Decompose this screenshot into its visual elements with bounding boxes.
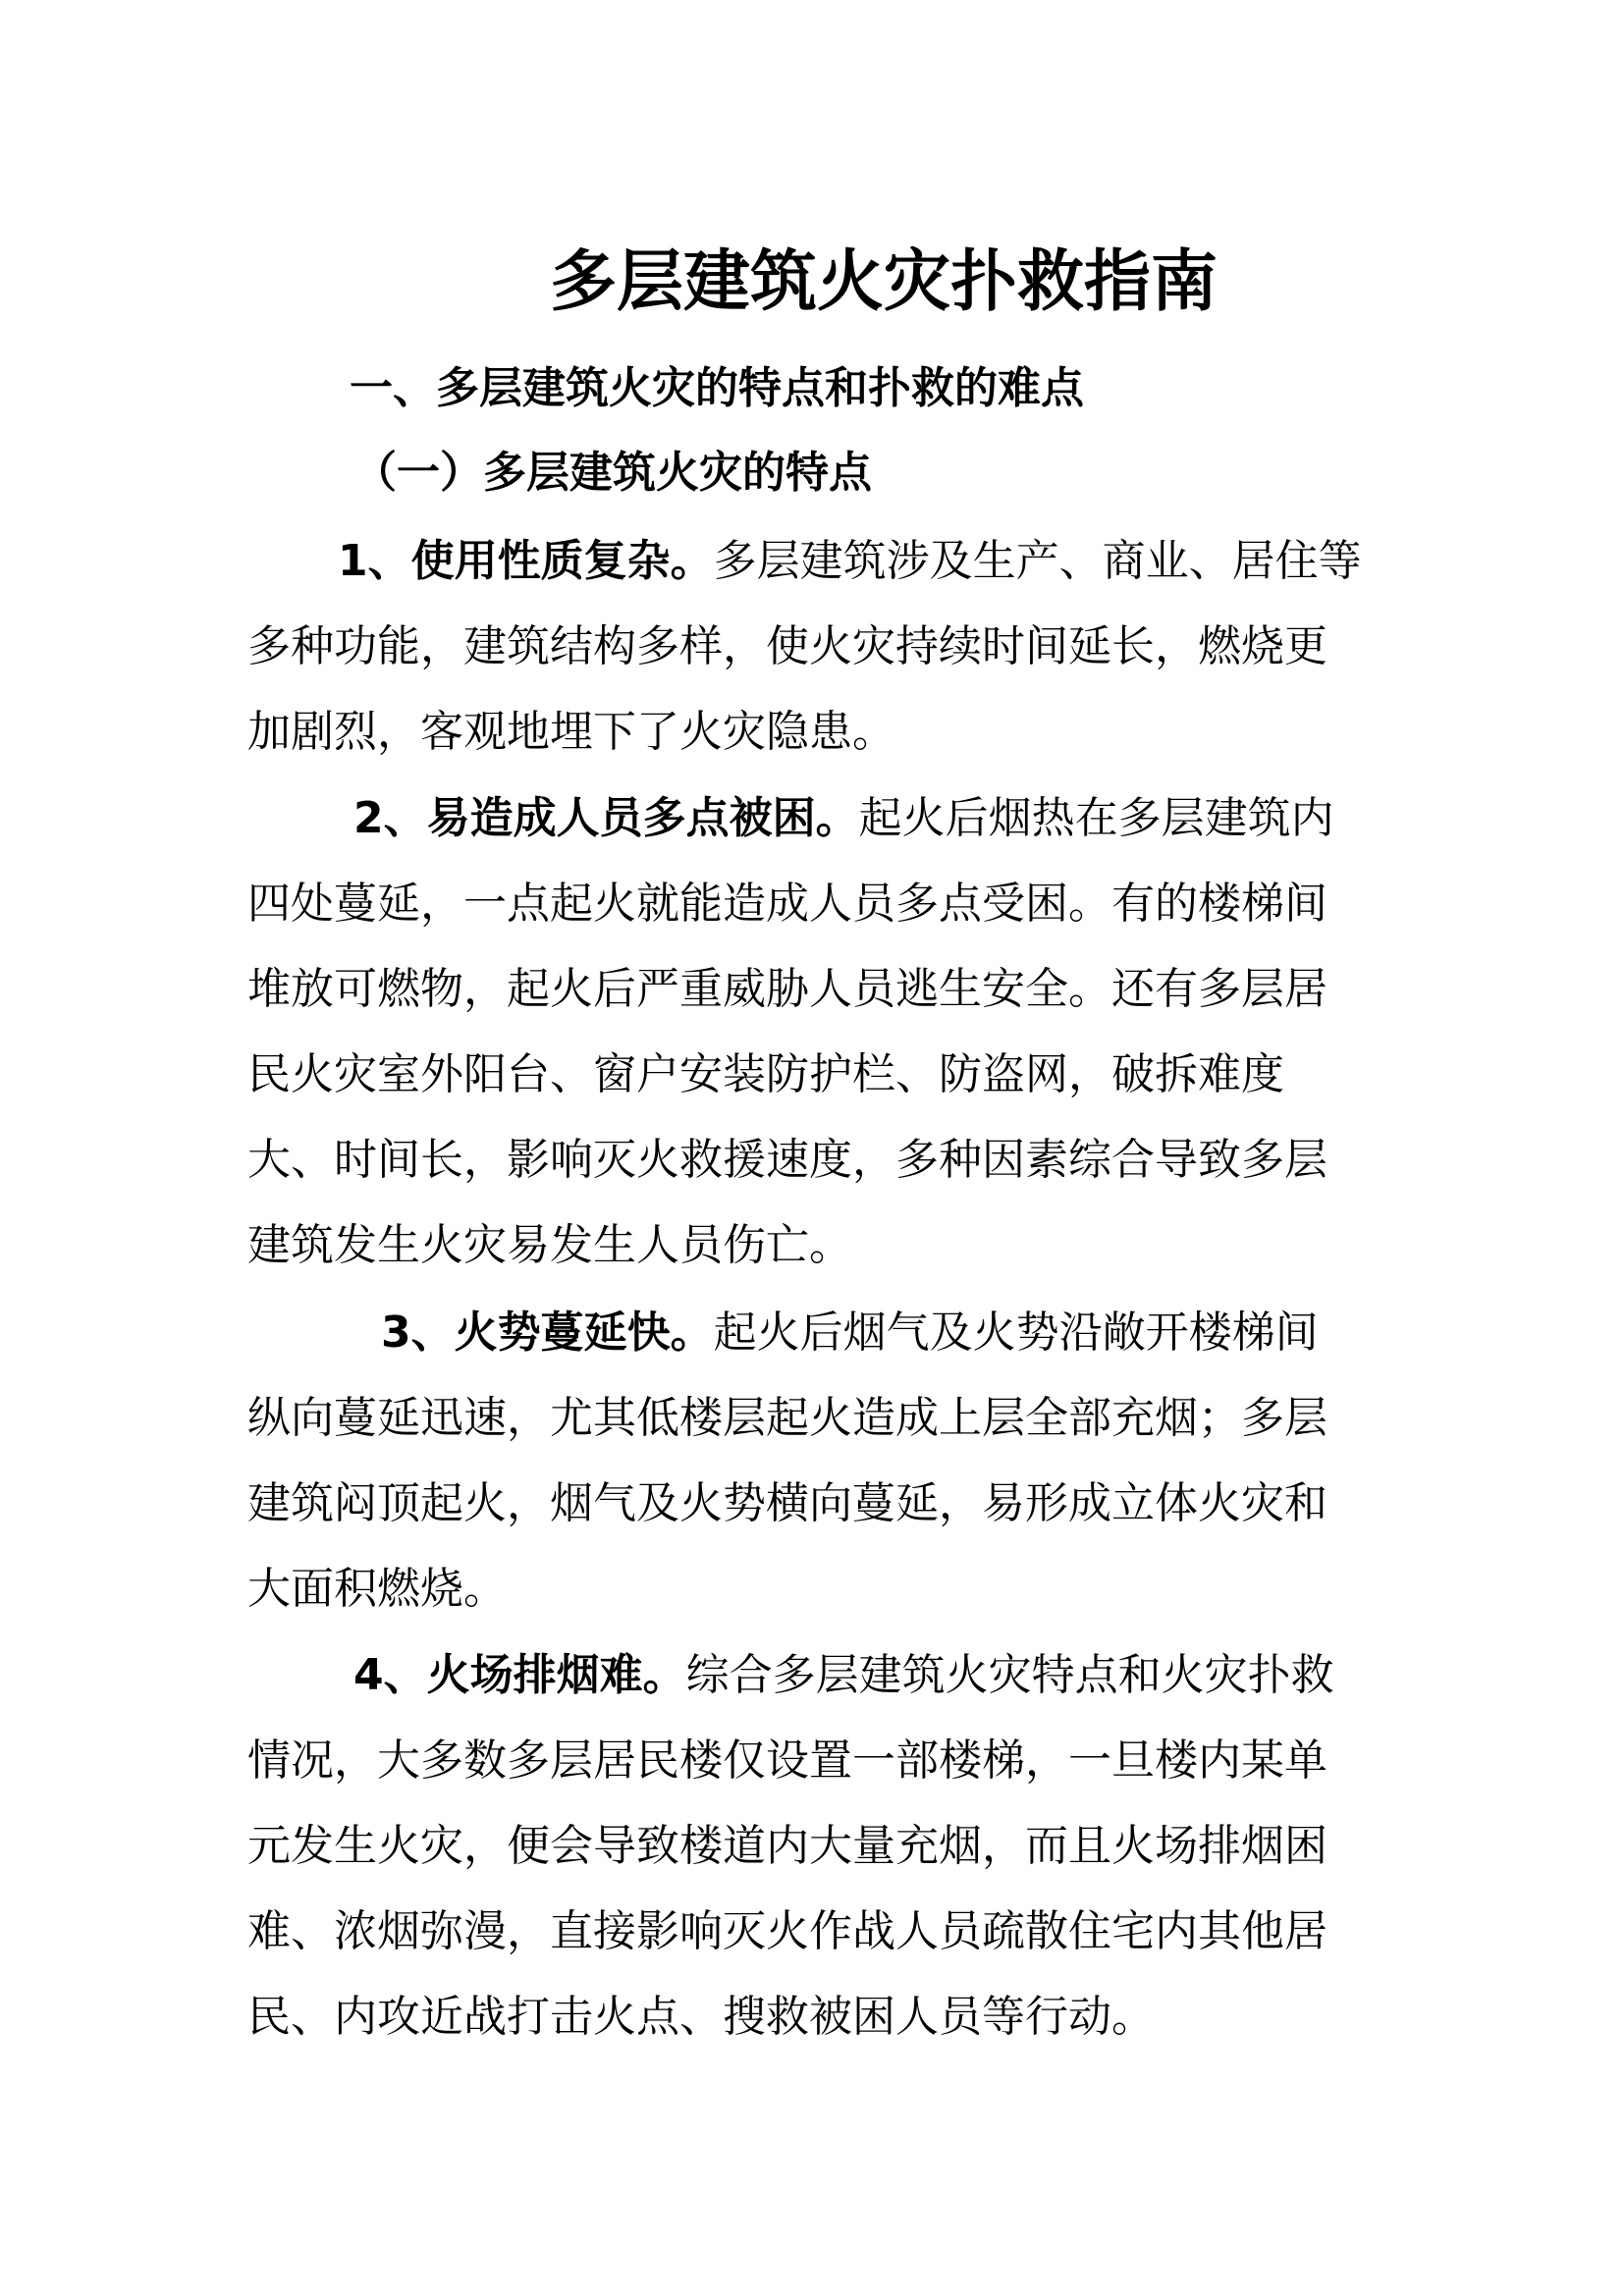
paragraph-line: 纵向蔓延迅速，尤其低楼层起火造成上层全部充烟；多层 [247, 1393, 1327, 1443]
paragraph-line: 建筑闷顶起火，烟气及火势横向蔓延，易形成立体火灾和 [247, 1478, 1327, 1528]
paragraph-line: 难、浓烟弥漫，直接影响灭火作战人员疏散住宅内其他居 [247, 1906, 1327, 1956]
paragraph-line: 堆放可燃物，起火后严重威胁人员逃生安全。还有多层居 [247, 964, 1327, 1014]
paragraph-text: 起火后烟热在多层建筑内 [858, 793, 1334, 843]
paragraph-line: 民火灾室外阳台、窗户安装防护栏、防盗网，破拆难度 [247, 1049, 1284, 1099]
paragraph-trapped-people [247, 775, 1386, 1288]
paragraph-text: 综合多层建筑火灾特点和火灾扑救 [685, 1650, 1334, 1700]
subsection-heading: （一）多层建筑火灾的特点 [353, 448, 872, 498]
paragraph-line: 多种功能，建筑结构多样，使火灾持续时间延长，燃烧更 [247, 621, 1327, 671]
paragraph-line: 四处蔓延，一点起火就能造成人员多点受困。有的楼梯间 [247, 879, 1327, 929]
paragraph-text: 多层建筑涉及生产、商业、居住等 [713, 536, 1362, 586]
paragraph-line: 大、时间长，影响灭火救援速度，多种因素综合导致多层 [247, 1135, 1327, 1185]
paragraph-line [247, 518, 1386, 604]
paragraph-lead: 1、使用性质复杂。 [338, 536, 714, 586]
paragraph-fire-spread [247, 1290, 1386, 1631]
paragraph-line [247, 1290, 1386, 1375]
paragraph-line [247, 1632, 1386, 1718]
section-heading: 一、多层建筑火灾的特点和扑救的难点 [350, 363, 1084, 413]
paragraph-line: 民、内攻近战打击火点、搜救被困人员等行动。 [247, 1992, 1155, 2042]
paragraph-smoke-exhaust [247, 1632, 1386, 2059]
paragraph-text: 起火后烟气及火势沿敞开楼梯间 [713, 1308, 1319, 1358]
paragraph-line: 加剧烈，客观地埋下了火灾隐患。 [247, 707, 895, 757]
paragraph-usage-complexity [247, 518, 1386, 774]
paragraph-line [247, 775, 1386, 861]
paragraph-line: 元发生火灾，便会导致楼道内大量充烟，而且火场排烟困 [247, 1821, 1327, 1871]
paragraph-line: 建筑发生火灾易发生人员伤亡。 [247, 1220, 852, 1270]
paragraph-lead: 2、易造成人员多点被困。 [353, 793, 859, 843]
paragraph-lead: 4、火场排烟难。 [353, 1650, 686, 1700]
paragraph-line: 情况，大多数多层居民楼仅设置一部楼梯，一旦楼内某单 [247, 1735, 1327, 1786]
paragraph-line: 大面积燃烧。 [247, 1564, 507, 1614]
paragraph-lead: 3、火势蔓延快。 [381, 1308, 714, 1358]
document-title: 多层建筑火灾扑救指南 [549, 243, 1218, 321]
